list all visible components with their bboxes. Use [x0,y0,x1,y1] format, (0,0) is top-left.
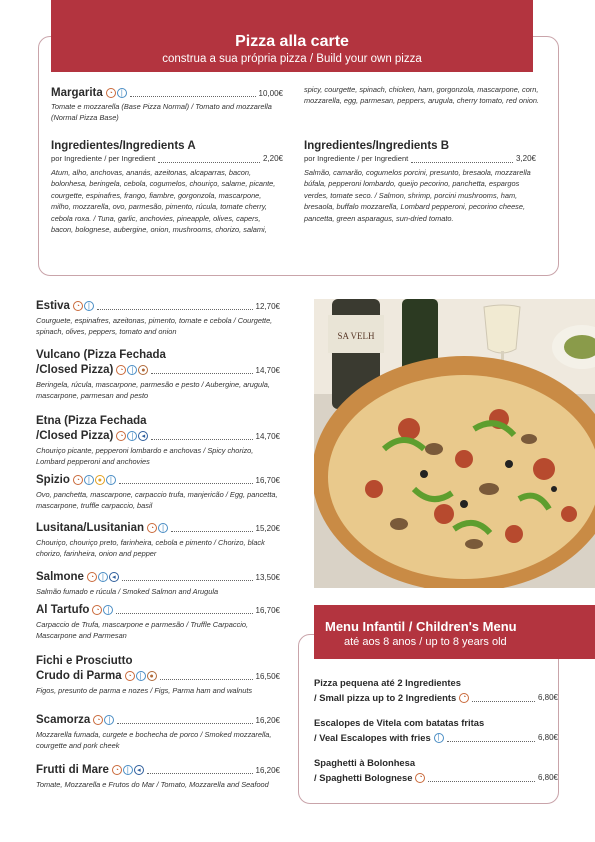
pizza-cheese [328,375,595,579]
pizza-icon: ◔ [116,431,126,441]
vegetarian-icon: ❘ [104,715,114,725]
page-subtitle: construa a sua própria pizza / Build your own pizza [162,53,422,65]
kids-item-row [314,692,558,703]
kids-item-name: Spaghetti à Bolonhesa [314,757,416,768]
pizza-description: Chouriço, chouriço preto, farinheira, cebola e pimento / Chorizo, black chorizo, farinheira, onion and pepper [36,538,265,559]
kids-item-name: Escalopes de Vitela com batatas fritas [314,717,485,728]
diet-icons [73,301,94,311]
pizza-row [36,429,280,443]
dot-leader [171,524,253,532]
pizza-name: Estiva [36,300,70,312]
ingredients-b-price-row [304,154,536,163]
vegetarian-icon: ❘ [106,475,116,485]
fish-icon: ◂ [138,431,148,441]
margarita-row [51,86,283,100]
vegetarian-icon: ❘ [84,475,94,485]
kids-item-price: 6,80€ [537,773,558,782]
pizza-name: Crudo di Parma [36,670,122,682]
pizza-row [36,363,280,377]
kids-item-name-en: / Spaghetti Bolognese [314,772,413,783]
dot-leader [447,734,535,742]
diet-icons [125,671,157,681]
pizza-name: /Closed Pizza) [36,364,114,376]
kids-item-row [314,732,558,743]
pizza-description: Ovo, panchetta, mascarpone, carpaccio trufa, manjericão / Egg, pancetta, mascarpone, truffle carpaccio, basil [36,490,278,511]
ingredients-a-price: 2,20€ [262,154,283,163]
pizza-name: Vulcano (Pizza Fechada [36,349,166,361]
kids-menu-banner [314,605,595,659]
pizza-description: Figos, presunto de parma e nozes / Figs, Parma ham and walnuts [36,686,253,695]
dot-leader [117,716,252,724]
fish-icon: ◂ [109,572,119,582]
vegetarian-icon: ❘ [123,765,133,775]
pork-icon: ● [147,671,157,681]
vegetarian-icon: ❘ [434,733,444,743]
pizza-price: 16,70€ [255,475,280,485]
dot-leader [151,366,252,374]
dot-leader [122,573,253,581]
diet-icons [93,715,114,725]
pizza-description: Chouriço picante, pepperoni lombardo e anchovas / Spicy chorizo, Lombard pepperoni and anchovies [36,446,254,467]
pizza-icon: ◔ [73,475,83,485]
kids-menu-title: Menu Infantil / Children's Menu [325,619,517,634]
pizza-icon: ◔ [415,773,425,783]
page-title: Pizza alla carte [235,33,349,50]
pizza-name: /Closed Pizza) [36,430,114,442]
diet-icons [112,765,144,775]
dot-leader [472,694,535,702]
ingredients-a-per: por Ingrediente / per Ingredient [51,154,156,163]
vegetarian-icon: ❘ [127,365,137,375]
spicy-icon: ● [95,475,105,485]
vegetarian-icon: ❘ [136,671,146,681]
pizza-price: 14,70€ [255,365,280,375]
pizza-description: Tomate, Mozzarella e Frutos do Mar / Tomato, Mozzarella and Seafood [36,780,269,789]
dot-leader [158,155,260,163]
margarita-price: 10,00€ [258,88,283,98]
pizza-description: Courguete, espinafres, azeitonas, pimento, tomate e cebola / Courgette, spinach, olives, peppers, tomato and onion [36,316,273,337]
diet-icons [92,605,113,615]
pizza-name: Etna (Pizza Fechada [36,415,147,427]
diet-icons [116,431,148,441]
vegetarian-icon: ❘ [103,605,113,615]
pizza-icon: ◔ [112,765,122,775]
dot-leader [97,302,253,310]
pizza-row [36,713,280,727]
diet-icons [87,572,119,582]
ingredients-b-desc: Salmão, camarão, cogumelos porcini, presunto, bresaola, mozzarella búfala, pepperoni lombardo, queijo pecorino, panchetta, espargos verdes, tomate seco. / Salmon, shrimp, porcini mushrooms, ham, bresaola, buffalo mozzarella, Lombard pepperoni, pecorino cheese, pancetta, green asparagus, sun-dried tomato. [304,168,531,223]
pizza-name: Scamorza [36,714,91,726]
pizza-name: Salmone [36,571,84,583]
pizza-description: Mozzarella fumada, curgete e bochecha de porco / Smoked mozzarella, courgette and pork cheek [36,730,272,751]
diet-icons [73,475,116,485]
pizza-price: 16,20€ [255,765,280,775]
kids-item-name-en: / Veal Escalopes with fries [314,732,431,743]
dot-leader [119,476,253,484]
dot-leader [411,155,513,163]
pizza-icon: ◔ [106,88,116,98]
pizza-icon: ◔ [459,693,469,703]
ingredients-a-desc: Atum, alho, anchovas, ananás, azeitonas, alcaparras, bacon, bolonhesa, beringela, cebola, cogumelos, chouriço, salame, picante, courgette, espinafres, frango, fiambre, gorgonzola, mascarpone, milho, mozzarella, ovo, parmesão, pimento, rúcula, tomate cherry, cebola roxa. / Tuna, garlic, anchovies, pineapple, olives, capers, bacon, bolognese, aubergine, onion, mushrooms, chorizo, salami, [51,168,276,235]
ingredients-b-price: 3,20€ [515,154,536,163]
diet-icons [415,773,425,783]
pizza-name: Lusitana/Lusitanian [36,522,144,534]
pizza-row [36,521,280,535]
pizza-price: 15,20€ [255,523,280,533]
pizza-row [36,473,280,487]
vegetarian-icon: ❘ [117,88,127,98]
pizza-price: 14,70€ [255,431,280,441]
pizza-description: Carpaccio de Trufa, mascarpone e parmesão / Truffle Carpaccio, Mascarpone and Parmesan [36,620,249,641]
ingredients-a-title: Ingredientes/Ingredients A [51,140,196,152]
vegetarian-icon: ❘ [158,523,168,533]
pizza-icon: ◔ [73,301,83,311]
pizza-description: Beringela, rúcula, mascarpone, parmesão e pesto / Aubergine, arugula, mascarpone, parmesan and pesto [36,380,270,401]
dot-leader [428,774,535,782]
vegetarian-icon: ❘ [98,572,108,582]
dot-leader [151,432,252,440]
ingredients-a-price-row [51,154,283,163]
pizza-name: Spizio [36,474,70,486]
pizza-price: 16,20€ [255,715,280,725]
pizza-photo-illustration [314,299,595,588]
pizza-name: Frutti di Mare [36,764,109,776]
pizza-name: Fichi e Prosciutto [36,655,133,667]
pizza-name: Al Tartufo [36,604,90,616]
pizza-icon: ◔ [147,523,157,533]
diet-icons [147,523,168,533]
bottle-label-text: SA VELH [337,331,375,341]
ingredients-a-desc-cont: spicy, courgette, spinach, chicken, ham, gorgonzola, mascarpone, corn, mozzarella, egg, parmesan, peppers, arugula, cherry tomato, red onion. [304,85,539,106]
pizza-icon: ◔ [116,365,126,375]
margarita-name: Margarita [51,87,103,99]
kids-item-row [314,772,558,783]
wine-glass [484,305,520,353]
pizza-description: Salmão fumado e rúcula / Smoked Salmon and Arugula [36,587,219,596]
pizza-row [36,763,280,777]
pizza-icon: ◔ [125,671,135,681]
diet-icons [434,733,444,743]
pizza-icon: ◔ [92,605,102,615]
pizza-photo [314,299,595,588]
pizza-row [36,299,280,313]
vegetarian-icon: ❘ [127,431,137,441]
fish-icon: ◂ [134,765,144,775]
dot-leader [130,89,256,97]
pizza-price: 12,70€ [255,301,280,311]
vegetarian-icon: ❘ [84,301,94,311]
pizza-price: 16,50€ [255,671,280,681]
kids-item-price: 6,80€ [537,733,558,742]
diet-icons [459,693,469,703]
header-banner [51,0,533,72]
margarita-icons [106,88,127,98]
kids-item-name-en: / Small pizza up to 2 Ingredients [314,692,457,703]
pork-icon: ● [138,365,148,375]
pizza-row [36,570,280,584]
dot-leader [160,672,253,680]
pizza-icon: ◔ [93,715,103,725]
ingredients-b-title: Ingredientes/Ingredients B [304,140,450,152]
dot-leader [116,606,252,614]
diet-icons [116,365,148,375]
ingredients-b-per: por Ingrediente / per Ingredient [304,154,409,163]
margarita-desc: Tomate e mozzarella (Base Pizza Normal) / Tomato and mozzarella (Normal Pizza Base) [51,102,272,123]
pizza-price: 13,50€ [255,572,280,582]
pizza-row [36,669,280,683]
kids-item-price: 6,80€ [537,693,558,702]
pizza-icon: ◔ [87,572,97,582]
kids-item-name: Pizza pequena até 2 Ingredientes [314,677,461,688]
kids-menu-subtitle: até aos 8 anos / up to 8 years old [344,636,507,648]
pizza-row [36,603,280,617]
pizza-price: 16,70€ [255,605,280,615]
dot-leader [147,766,253,774]
